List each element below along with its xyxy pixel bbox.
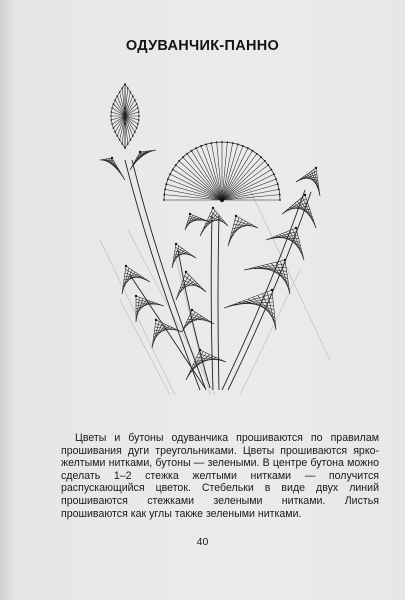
left-leaf-1 [122, 265, 150, 294]
body-text: Цветы и бутоны одуванчика прошиваются по правилам прошивания дуги треугольниками. Цветы прошиваются ярко-желтыми нитками, бутоны — зелеными. В центре бутона можно сделать 1–2 стежка желтыми нитками — получится распускающийся цветок. Стебельки в виде двух линий прошиваются стежками зелеными нитками. Листья прошиваются как углы также зелеными нитками. [61, 432, 379, 520]
center-leaf-1 [172, 243, 196, 268]
right-leaf-1 [296, 167, 320, 196]
page-title: ОДУВАНЧИК-ПАННО [125, 38, 280, 54]
left-leaf-2 [135, 295, 164, 322]
flower-sepal-center [200, 207, 228, 236]
right-leaf-5 [224, 289, 276, 330]
center-leaf-2 [176, 271, 206, 300]
dandelion-bud [110, 83, 140, 149]
flower-sepal-left [185, 213, 210, 230]
dandelion-flower-head [163, 141, 281, 202]
flower-sepal-right [228, 215, 258, 246]
right-leaf-2 [282, 194, 316, 228]
bud-sepal-left [100, 157, 125, 180]
center-leaf-3 [182, 309, 214, 332]
page-number: 40 [196, 536, 209, 548]
dandelion-string-art-illustration [0, 60, 405, 430]
left-leaf-3 [152, 319, 182, 348]
